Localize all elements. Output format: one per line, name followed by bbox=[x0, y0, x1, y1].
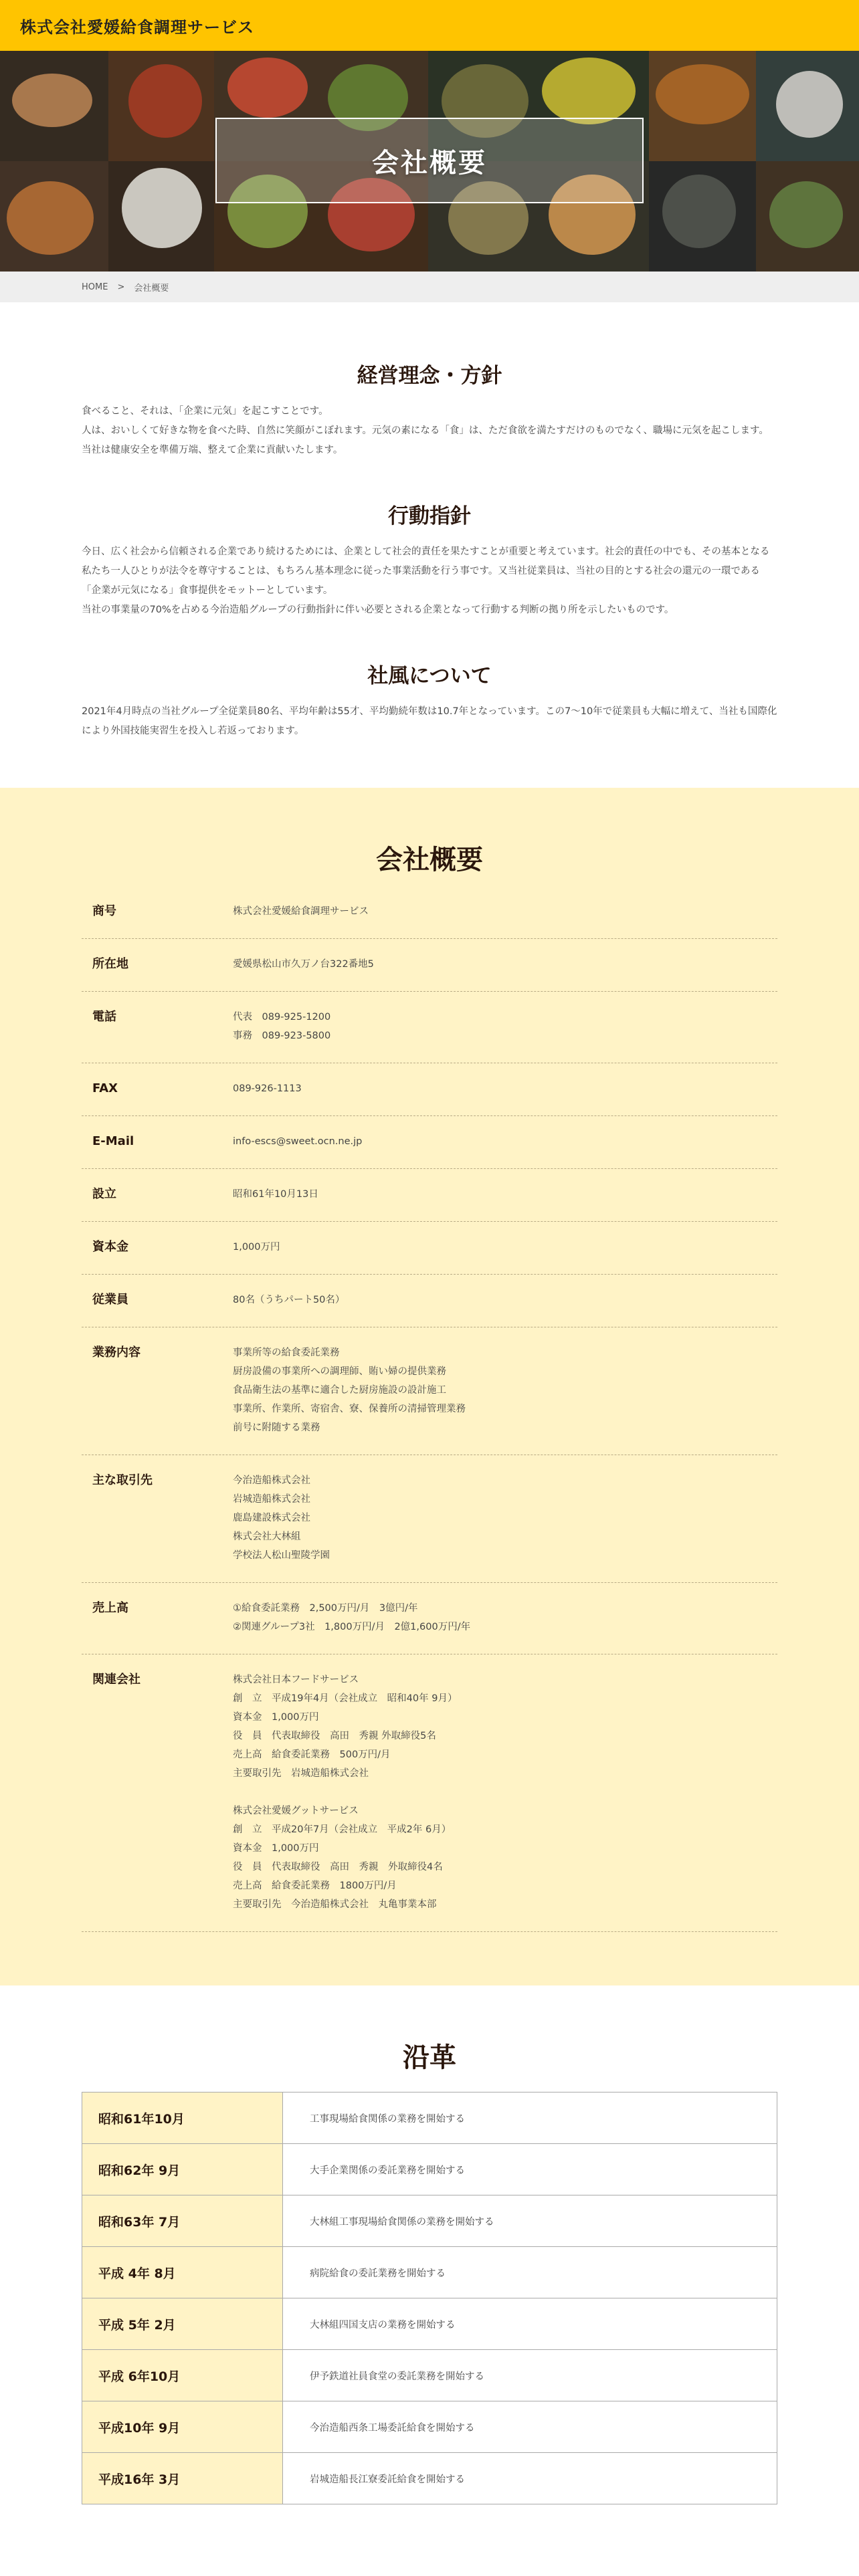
overview-value: 089-926-1113 bbox=[233, 1083, 302, 1094]
overview-label: E-Mail bbox=[92, 1134, 134, 1148]
hero-banner bbox=[0, 51, 859, 272]
section-heading: 社風について bbox=[367, 664, 492, 688]
overview-row bbox=[82, 1583, 777, 1654]
history-date: 平成 6年10月 bbox=[82, 2350, 283, 2401]
breadcrumb-home-link[interactable]: HOME bbox=[82, 282, 108, 292]
history-section bbox=[0, 1985, 859, 2504]
section-heading: 行動指針 bbox=[388, 504, 471, 528]
overview-label: 電話 bbox=[92, 1010, 116, 1024]
history-heading: 沿革 bbox=[403, 2042, 456, 2073]
overview-row bbox=[82, 1654, 777, 1932]
history-event: 岩城造船長江寮委託給食を開始する bbox=[283, 2453, 777, 2504]
overview-value: 1,000万円 bbox=[233, 1242, 280, 1253]
overview-row bbox=[82, 1169, 777, 1222]
overview-row bbox=[82, 939, 777, 992]
overview-value: 株式会社日本フードサービス 創 立 平成19年4月（会社成立 昭和40年 9月） 資本金 1,000万円 役 員 代表取締役 高田 秀親 外取締役5名 売上高 給食委託業務 500万円/月 主要取引先 岩城造船株式会社 株式会社愛媛グットサービス 創 立 平成20年7月（会社成立 平成2年 6月） 資本金 1,000万円 役 員 代表取締役 高田 秀親 外取締役4名 売上高 給食委託業務 1800万円/月 主要取引先 今治造船株式会社 丸亀事業本部 bbox=[233, 1675, 458, 1910]
section-paragraph: 当社は健康安全を準備万端、整えて企業に貢献いたします。 bbox=[82, 445, 343, 455]
overview-value: 代表 089-925-1200 事務 089-923-5800 bbox=[233, 1012, 331, 1041]
history-date: 平成16年 3月 bbox=[82, 2453, 283, 2504]
overview-label: 資本金 bbox=[92, 1240, 128, 1254]
overview-value: ①給食委託業務 2,500万円/月 3億円/年 ②関連グループ3社 1,800万円/月 2億1,600万円/年 bbox=[233, 1603, 471, 1632]
history-event: 工事現場給食関係の業務を開始する bbox=[283, 2092, 777, 2144]
history-date: 昭和62年 9月 bbox=[82, 2144, 283, 2195]
table-row bbox=[82, 2092, 777, 2144]
history-event: 大手企業関係の委託業務を開始する bbox=[283, 2144, 777, 2195]
section-heading: 経営理念・方針 bbox=[357, 364, 502, 388]
overview-row bbox=[82, 1327, 777, 1455]
overview-value: 事業所等の給食委託業務 厨房設備の事業所への調理師、賄い婦の提供業務 食品衛生法の基準に適合した厨房施設の設計施工 事業所、作業所、寄宿舎、寮、保養所の清掃管理業務 前号に附随する業務 bbox=[233, 1348, 466, 1433]
overview-value: 愛媛県松山市久万ノ台322番地5 bbox=[233, 959, 374, 970]
hero-title: 会社概要 bbox=[372, 147, 487, 179]
breadcrumb-current: 会社概要 bbox=[134, 283, 169, 294]
table-row bbox=[82, 2195, 777, 2247]
table-row bbox=[82, 2298, 777, 2350]
corporate-culture-block bbox=[82, 659, 777, 741]
overview-value: 株式会社愛媛給食調理サービス bbox=[233, 906, 369, 917]
history-event: 今治造船西条工場委託給食を開始する bbox=[283, 2401, 777, 2453]
company-overview-section bbox=[0, 788, 859, 1985]
table-row bbox=[82, 2144, 777, 2195]
philosophy-section bbox=[0, 302, 859, 788]
action-guideline-block bbox=[82, 499, 777, 620]
overview-label: 従業員 bbox=[92, 1293, 128, 1307]
overview-value: 80名（うちパート50名） bbox=[233, 1295, 345, 1305]
philosophy-block bbox=[82, 358, 777, 460]
history-event: 伊予鉄道社員食堂の委託業務を開始する bbox=[283, 2350, 777, 2401]
table-row bbox=[82, 2453, 777, 2504]
overview-row bbox=[82, 886, 777, 939]
section-paragraph: 今日、広く社会から信頼される企業であり続けるためには、企業として社会的責任を果たすことが重要と考えています。社会的責任の中でも、その基本となる私たち一人ひとりが法令を尊守することは、もちろん基本理念に従った事業活動を行う事です。又当社従業員は、当社の目的とする社会の還元の一環である「企業が元気になる」食事提供をモットーとしています。 bbox=[82, 546, 770, 596]
history-event: 大林組工事現場給食関係の業務を開始する bbox=[283, 2195, 777, 2247]
history-date: 昭和63年 7月 bbox=[82, 2195, 283, 2247]
site-header bbox=[0, 0, 859, 51]
history-event: 大林組四国支店の業務を開始する bbox=[283, 2298, 777, 2350]
section-paragraph: 人は、おいしくて好きな物を食べた時、自然に笑顔がこぼれます。元気の素になる「食」は、ただ食欲を満たすだけのものでなく、職場に元気を起こします。 bbox=[82, 425, 769, 436]
overview-row bbox=[82, 1222, 777, 1275]
history-date: 平成10年 9月 bbox=[82, 2401, 283, 2453]
table-row bbox=[82, 2247, 777, 2298]
email-link[interactable]: info-escs@sweet.ocn.ne.jp bbox=[233, 1136, 363, 1147]
section-paragraph: 当社の事業量の70%を占める今治造船グループの行動指針に伴い必要とされる企業となって行動する判断の拠り所を示したいものです。 bbox=[82, 605, 674, 615]
history-event: 病院給食の委託業務を開始する bbox=[283, 2247, 777, 2298]
table-row bbox=[82, 2401, 777, 2453]
section-paragraph: 2021年4月時点の当社グループ全従業員80名、平均年齢は55才、平均勤続年数は10.7年となっています。この7～10年で従業員も大幅に増えて、当社も国際化により外国技能実習生を投入し若返っております。 bbox=[82, 706, 777, 736]
overview-row bbox=[82, 1275, 777, 1327]
overview-row bbox=[82, 992, 777, 1063]
overview-label: 設立 bbox=[92, 1187, 116, 1201]
overview-label: FAX bbox=[92, 1081, 118, 1095]
overview-value: 今治造船株式会社 岩城造船株式会社 鹿島建設株式会社 株式会社大林組 学校法人松山聖陵学園 bbox=[233, 1475, 330, 1561]
site-logo[interactable]: 株式会社愛媛給食調理サービス bbox=[20, 17, 254, 37]
hero-title-box bbox=[215, 118, 644, 203]
overview-label: 業務内容 bbox=[92, 1346, 140, 1360]
overview-row bbox=[82, 1455, 777, 1583]
overview-label: 所在地 bbox=[92, 957, 128, 971]
history-table bbox=[82, 2092, 777, 2504]
overview-row bbox=[82, 1116, 777, 1169]
overview-label: 主な取引先 bbox=[92, 1473, 153, 1487]
history-date: 昭和61年10月 bbox=[82, 2092, 283, 2144]
table-row bbox=[82, 2350, 777, 2401]
overview-row bbox=[82, 1063, 777, 1116]
overview-value: 昭和61年10月13日 bbox=[233, 1189, 318, 1200]
breadcrumb-separator: > bbox=[117, 282, 125, 292]
overview-label: 商号 bbox=[92, 904, 116, 918]
history-date: 平成 4年 8月 bbox=[82, 2247, 283, 2298]
section-paragraph: 食べること、それは、「企業に元気」を起こすことです。 bbox=[82, 406, 328, 417]
overview-heading: 会社概要 bbox=[376, 845, 483, 875]
history-date: 平成 5年 2月 bbox=[82, 2298, 283, 2350]
breadcrumb bbox=[0, 272, 859, 302]
overview-label: 売上高 bbox=[92, 1601, 128, 1615]
overview-label: 関連会社 bbox=[92, 1673, 140, 1687]
